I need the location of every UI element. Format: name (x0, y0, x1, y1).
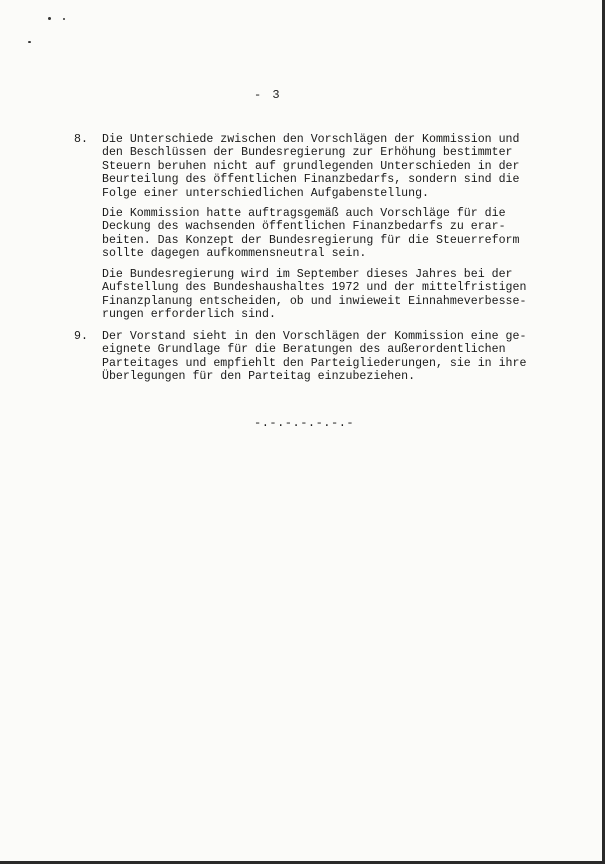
text-line: sollte dagegen aufkommensneutral sein. (102, 247, 367, 261)
end-separator: -.-.-.-.-.-.- (254, 416, 355, 430)
text-line: eignete Grundlage für die Beratungen des außerordentlichen (102, 343, 506, 357)
text-line: Der Vorstand sieht in den Vorschlägen der Kommission eine ge- (102, 330, 527, 343)
paragraph (102, 268, 542, 322)
paragraph (102, 207, 542, 261)
text-line: Steuern beruhen nicht auf grundlegenden Unterschieden in der (102, 159, 520, 173)
page-number: - 3 (254, 88, 282, 102)
text-line: den Beschlüssen der Bundesregierung zur Erhöhung bestimmter (102, 146, 513, 160)
text-line: Parteitages und empfiehlt den Parteigliederungen, sie in ihre (102, 356, 527, 370)
text-line: Die Unterschiede zwischen den Vorschlägen der Kommission und (102, 133, 520, 146)
scan-speck (63, 18, 65, 20)
text-line: Finanzplanung entscheiden, ob und inwieweit Einnahmeverbesse- (102, 294, 527, 308)
text-line: Beurteilung des öffentlichen Finanzbedarfs, sondern sind die (102, 173, 520, 187)
scan-speck (48, 17, 51, 20)
text-line: rungen erforderlich sind. (102, 308, 276, 322)
text-line: Deckung des wachsenden öffentlichen Finanzbedarfs zu erar- (102, 220, 506, 234)
text-line: Die Bundesregierung wird im September dieses Jahres bei der (102, 268, 513, 281)
text-line: Überlegungen für den Parteitag einzubeziehen. (102, 370, 416, 384)
text-line: beiten. Das Konzept der Bundesregierung für die Steuerreform (102, 233, 520, 247)
text-line: Die Kommission hatte auftragsgemäß auch Vorschläge für die (102, 207, 506, 220)
item-number: 9. (74, 330, 88, 343)
scan-speck (28, 41, 31, 43)
text-line: Folge einer unterschiedlichen Aufgabenstellung. (102, 186, 429, 200)
paragraph (102, 330, 542, 384)
paragraph (102, 133, 542, 200)
item-number: 8. (74, 133, 88, 146)
text-line: Aufstellung des Bundeshaushaltes 1972 und der mittelfristigen (102, 281, 527, 295)
